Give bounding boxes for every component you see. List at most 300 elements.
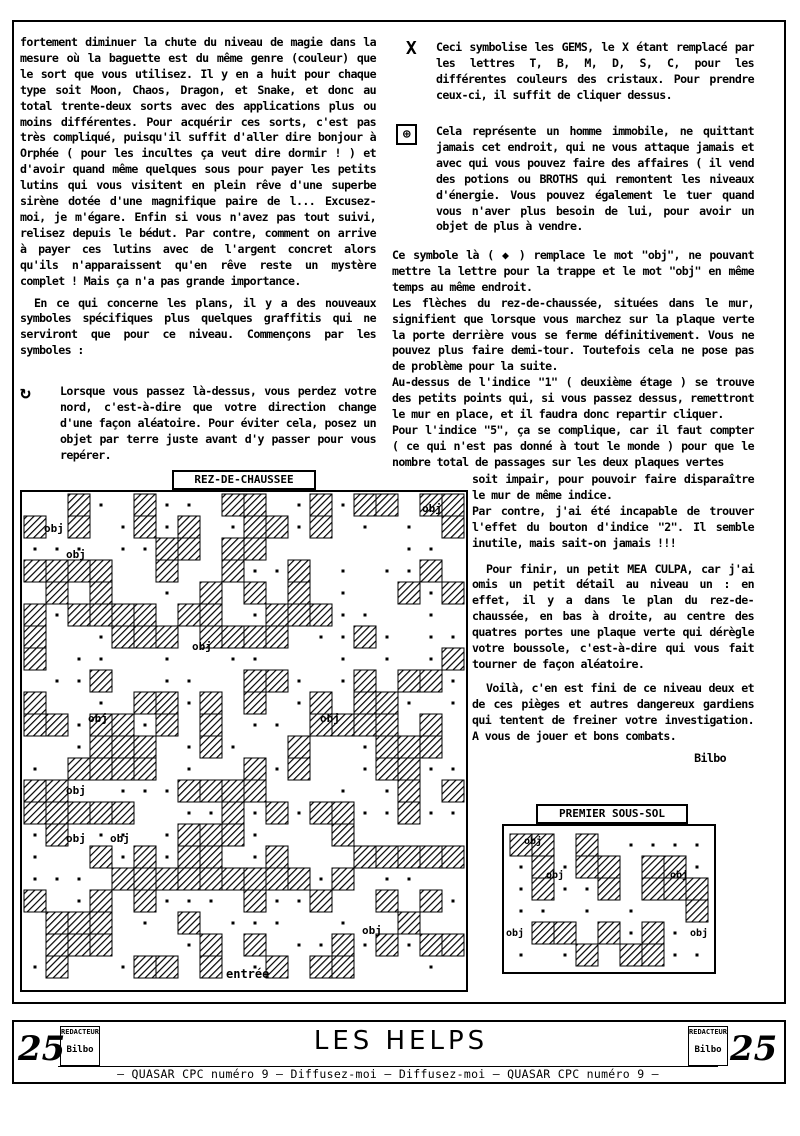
rdc-obj-label: obj xyxy=(192,640,212,653)
maze-wall-block xyxy=(288,582,310,604)
maze-wall-block xyxy=(266,670,288,692)
maze-floor-dot xyxy=(188,944,191,947)
maze-floor-dot xyxy=(254,724,257,727)
maze-wall-block xyxy=(398,802,420,824)
maze-floor-dot xyxy=(254,834,257,837)
maze-wall-block xyxy=(532,922,554,944)
maze-wall-block xyxy=(686,900,708,922)
redacteur-badge-right xyxy=(688,1026,728,1066)
maze-wall-block xyxy=(178,604,200,626)
maze-floor-dot xyxy=(188,680,191,683)
maze-floor-dot xyxy=(298,526,301,529)
maze-wall-block xyxy=(46,582,68,604)
maze-wall-block xyxy=(134,494,156,516)
maze-wall-block xyxy=(642,922,664,944)
maze-floor-dot xyxy=(320,944,323,947)
maze-floor-dot xyxy=(364,526,367,529)
maze-floor-dot xyxy=(298,944,301,947)
paragraph-indice-5b: soit impair, pour pouvoir faire disparaître le mur de même indice. xyxy=(472,472,754,502)
maze-floor-dot xyxy=(232,658,235,661)
maze-wall-block xyxy=(200,714,222,736)
maze-floor-dot xyxy=(254,812,257,815)
maze-floor-dot xyxy=(78,658,81,661)
maze-floor-dot xyxy=(564,866,567,869)
maze-wall-block xyxy=(376,692,398,714)
maze-floor-dot xyxy=(254,614,257,617)
maze-wall-block xyxy=(46,912,68,934)
maze-wall-block xyxy=(46,956,68,978)
man-symbol-description: Cela représente un homme immobile, ne quittant jamais cet endroit, qui ne vous attaque jamais et avec qui vous pouvez faire des affaires ( il vend des potions ou BROTHS qui remontent les niveaux d'énergie. Vous pouvez également le tuer quand vous n'aver plus besoin de lui, pour avoir un objet de plus à vendre. xyxy=(436,124,754,234)
maze-floor-dot xyxy=(386,790,389,793)
ss-obj-label: obj xyxy=(670,870,689,881)
maze-wall-block xyxy=(90,802,112,824)
maze-wall-block xyxy=(134,516,156,538)
maze-floor-dot xyxy=(452,812,455,815)
maze-wall-block xyxy=(24,604,46,626)
maze-wall-block xyxy=(90,934,112,956)
maze-floor-dot xyxy=(78,746,81,749)
maze-floor-dot xyxy=(342,790,345,793)
rdc-obj-label: obj xyxy=(88,712,108,725)
maze-wall-block xyxy=(266,846,288,868)
maze-wall-block xyxy=(310,802,332,824)
maze-wall-block xyxy=(332,802,354,824)
redacteur-badge-left xyxy=(60,1026,100,1066)
maze-wall-block xyxy=(68,758,90,780)
maze-floor-dot xyxy=(408,702,411,705)
maze-wall-block xyxy=(686,878,708,900)
maze-wall-block xyxy=(442,494,464,516)
maze-floor-dot xyxy=(78,900,81,903)
maze-wall-block xyxy=(310,494,332,516)
maze-floor-dot xyxy=(144,548,147,551)
maze-floor-dot xyxy=(430,548,433,551)
maze-wall-block xyxy=(376,890,398,912)
maze-floor-dot xyxy=(364,768,367,771)
maze-floor-dot xyxy=(364,614,367,617)
maze-floor-dot xyxy=(78,724,81,727)
maze-wall-block xyxy=(90,560,112,582)
maze-wall-block xyxy=(24,692,46,714)
maze-floor-dot xyxy=(122,790,125,793)
maze-wall-block xyxy=(244,868,266,890)
paragraph-indice-5a: Pour l'indice "5", ça se complique, car il faut compter ( ce qui n'est pas donné à tout le monde ) pour que le nombre total de passages sur les deux plaques vertes xyxy=(392,422,754,469)
maze-wall-block xyxy=(46,714,68,736)
maze-floor-dot xyxy=(520,866,523,869)
maze-wall-block xyxy=(46,802,68,824)
maze-wall-block xyxy=(354,626,376,648)
maze-wall-block xyxy=(156,560,178,582)
maze-floor-dot xyxy=(452,900,455,903)
maze-wall-block xyxy=(576,834,598,856)
maze-wall-block xyxy=(420,890,442,912)
maze-floor-dot xyxy=(254,658,257,661)
rdc-obj-label: obj xyxy=(422,502,442,515)
maze-floor-dot xyxy=(276,900,279,903)
ss-map-grid xyxy=(504,826,714,972)
maze-wall-block xyxy=(90,758,112,780)
maze-wall-block xyxy=(376,934,398,956)
maze-wall-block xyxy=(222,538,244,560)
gem-icon xyxy=(396,40,426,104)
maze-wall-block xyxy=(244,890,266,912)
maze-wall-block xyxy=(310,692,332,714)
maze-wall-block xyxy=(420,846,442,868)
maze-floor-dot xyxy=(276,922,279,925)
redacteur-name: Bilbo xyxy=(694,1045,722,1055)
maze-wall-block xyxy=(420,736,442,758)
maze-floor-dot xyxy=(386,658,389,661)
maze-floor-dot xyxy=(520,910,523,913)
maze-wall-block xyxy=(354,494,376,516)
maze-wall-block xyxy=(112,736,134,758)
maze-floor-dot xyxy=(408,944,411,947)
maze-wall-block xyxy=(178,516,200,538)
maze-wall-block xyxy=(200,824,222,846)
maze-floor-dot xyxy=(254,856,257,859)
maze-floor-dot xyxy=(452,702,455,705)
maze-floor-dot xyxy=(254,922,257,925)
maze-wall-block xyxy=(398,670,420,692)
left-column xyxy=(20,35,376,365)
maze-wall-block xyxy=(598,878,620,900)
maze-floor-dot xyxy=(298,900,301,903)
maze-wall-block xyxy=(68,494,90,516)
maze-wall-block xyxy=(598,856,620,878)
maze-floor-dot xyxy=(342,680,345,683)
maze-wall-block xyxy=(354,670,376,692)
ss-obj-label: obj xyxy=(690,928,709,939)
maze-wall-block xyxy=(288,736,310,758)
maze-floor-dot xyxy=(674,844,677,847)
gem-icon-letter: X xyxy=(405,38,417,59)
maze-wall-block xyxy=(266,604,288,626)
maze-wall-block xyxy=(24,648,46,670)
maze-wall-block xyxy=(200,780,222,802)
maze-wall-block xyxy=(178,912,200,934)
maze-floor-dot xyxy=(100,834,103,837)
footer-title: LES HELPS xyxy=(313,1026,489,1056)
maze-wall-block xyxy=(200,868,222,890)
maze-wall-block xyxy=(90,604,112,626)
maze-floor-dot xyxy=(56,680,59,683)
maze-wall-block xyxy=(222,494,244,516)
maze-wall-block xyxy=(576,944,598,966)
maze-floor-dot xyxy=(188,900,191,903)
maze-wall-block xyxy=(398,912,420,934)
maze-wall-block xyxy=(24,560,46,582)
maze-wall-block xyxy=(376,846,398,868)
maze-wall-block xyxy=(244,538,266,560)
maze-floor-dot xyxy=(232,526,235,529)
man-icon: ⊕ xyxy=(396,124,417,145)
maze-floor-dot xyxy=(254,570,257,573)
compass-icon: ↻ xyxy=(20,382,31,403)
maze-floor-dot xyxy=(386,570,389,573)
maze-wall-block xyxy=(134,626,156,648)
maze-wall-block xyxy=(620,944,642,966)
paragraph-arrows: Les flèches du rez-de-chaussée, situées dans le mur, signifient que lorsque vous marchez sur la plaque verte la porte derrière vous se ferme définitivement. Vous ne pouvez plus faire demi-tour. Toutefois cela ne pose pas de problème pour la suite. xyxy=(392,295,754,374)
maze-floor-dot xyxy=(100,504,103,507)
maze-floor-dot xyxy=(364,944,367,947)
maze-floor-dot xyxy=(386,812,389,815)
maze-floor-dot xyxy=(34,548,37,551)
maze-wall-block xyxy=(68,516,90,538)
maze-wall-block xyxy=(598,922,620,944)
maze-wall-block xyxy=(90,582,112,604)
maze-floor-dot xyxy=(34,966,37,969)
maze-floor-dot xyxy=(674,932,677,935)
maze-floor-dot xyxy=(276,768,279,771)
maze-wall-block xyxy=(310,604,332,626)
maze-wall-block xyxy=(442,780,464,802)
maze-wall-block xyxy=(642,878,664,900)
maze-floor-dot xyxy=(696,954,699,957)
maze-wall-block xyxy=(332,956,354,978)
maze-wall-block xyxy=(354,714,376,736)
maze-wall-block xyxy=(134,846,156,868)
maze-floor-dot xyxy=(320,636,323,639)
compass-symbol-row xyxy=(20,384,376,464)
maze-floor-dot xyxy=(674,954,677,957)
rdc-map xyxy=(20,490,468,992)
ss-obj-label: obj xyxy=(524,836,543,847)
maze-floor-dot xyxy=(56,548,59,551)
maze-wall-block xyxy=(244,582,266,604)
maze-wall-block xyxy=(442,648,464,670)
maze-floor-dot xyxy=(586,910,589,913)
maze-wall-block xyxy=(398,736,420,758)
maze-floor-dot xyxy=(430,592,433,595)
rdc-entree-label: entrée xyxy=(226,967,270,981)
maze-floor-dot xyxy=(232,922,235,925)
paragraph-obj-symbol: Ce symbole là ( ◆ ) remplace le mot "obj", ne pouvant mettre la lettre pour la trappe et le mot "obj" en même temps au même endroit. xyxy=(392,248,754,294)
maze-wall-block xyxy=(244,670,266,692)
maze-floor-dot xyxy=(188,746,191,749)
maze-wall-block xyxy=(90,890,112,912)
maze-floor-dot xyxy=(210,900,213,903)
maze-wall-block xyxy=(266,516,288,538)
maze-floor-dot xyxy=(342,636,345,639)
rdc-obj-label: obj xyxy=(44,522,64,535)
rdc-map-title: REZ-DE-CHAUSSEE xyxy=(172,470,316,490)
maze-floor-dot xyxy=(342,570,345,573)
maze-wall-block xyxy=(24,802,46,824)
maze-wall-block xyxy=(222,868,244,890)
maze-wall-block xyxy=(288,604,310,626)
maze-wall-block xyxy=(222,824,244,846)
maze-floor-dot xyxy=(122,856,125,859)
maze-floor-dot xyxy=(56,878,59,881)
left-paragraph-2: En ce qui concerne les plans, il y a des nouveaux symboles spécifiques plus quelques graffitis qui ne serviront que pour ce niveau. Commençons par les symboles : xyxy=(20,295,376,358)
maze-floor-dot xyxy=(188,812,191,815)
maze-wall-block xyxy=(354,692,376,714)
maze-wall-block xyxy=(554,922,576,944)
maze-wall-block xyxy=(244,758,266,780)
maze-wall-block xyxy=(354,846,376,868)
maze-wall-block xyxy=(244,934,266,956)
maze-floor-dot xyxy=(430,614,433,617)
maze-floor-dot xyxy=(630,932,633,935)
maze-wall-block xyxy=(442,582,464,604)
rdc-obj-label: obj xyxy=(110,832,130,845)
maze-floor-dot xyxy=(452,680,455,683)
maze-floor-dot xyxy=(144,724,147,727)
maze-wall-block xyxy=(112,758,134,780)
ss-obj-label: obj xyxy=(506,928,525,939)
maze-floor-dot xyxy=(100,702,103,705)
maze-floor-dot xyxy=(520,888,523,891)
maze-wall-block xyxy=(376,736,398,758)
maze-wall-block xyxy=(222,802,244,824)
maze-floor-dot xyxy=(166,680,169,683)
right-lower-text xyxy=(472,472,754,772)
maze-wall-block xyxy=(332,934,354,956)
page-number-right: 25 xyxy=(730,1029,778,1069)
man-symbol-row xyxy=(396,124,754,235)
maze-floor-dot xyxy=(430,658,433,661)
maze-wall-block xyxy=(90,670,112,692)
maze-floor-dot xyxy=(342,592,345,595)
maze-wall-block xyxy=(266,868,288,890)
maze-floor-dot xyxy=(430,966,433,969)
maze-wall-block xyxy=(310,516,332,538)
footer xyxy=(12,1020,786,1084)
maze-floor-dot xyxy=(564,888,567,891)
maze-wall-block xyxy=(288,758,310,780)
ss-obj-label: obj xyxy=(546,870,565,881)
maze-wall-block xyxy=(24,714,46,736)
maze-floor-dot xyxy=(166,790,169,793)
maze-wall-block xyxy=(222,780,244,802)
maze-wall-block xyxy=(90,846,112,868)
maze-floor-dot xyxy=(586,888,589,891)
maze-wall-block xyxy=(420,934,442,956)
gem-symbol-row xyxy=(396,40,754,104)
paragraph-voila: Voilà, c'en est fini de ce niveau deux et de ces pièges et autres dangereux gardiens qui tentent de freiner votre investigation. A vous de jouer et bons combats. xyxy=(472,680,754,743)
maze-floor-dot xyxy=(386,636,389,639)
maze-floor-dot xyxy=(408,878,411,881)
maze-floor-dot xyxy=(408,526,411,529)
maze-floor-dot xyxy=(166,504,169,507)
maze-wall-block xyxy=(46,824,68,846)
maze-wall-block xyxy=(222,626,244,648)
maze-wall-block xyxy=(288,868,310,890)
maze-floor-dot xyxy=(364,812,367,815)
maze-wall-block xyxy=(332,868,354,890)
maze-floor-dot xyxy=(166,526,169,529)
maze-wall-block xyxy=(156,692,178,714)
rdc-map-grid xyxy=(22,492,466,990)
maze-floor-dot xyxy=(34,768,37,771)
maze-wall-block xyxy=(420,560,442,582)
maze-floor-dot xyxy=(210,812,213,815)
paragraph-indice-2: Par contre, j'ai été incapable de trouver l'effet du bouton d'indice "2". Il semble inutile, mais sait-on jamais !!! xyxy=(472,503,754,550)
maze-wall-block xyxy=(68,934,90,956)
maze-wall-block xyxy=(266,626,288,648)
maze-floor-dot xyxy=(386,878,389,881)
maze-wall-block xyxy=(332,824,354,846)
paragraph-mea-culpa: Pour finir, un petit MEA CULPA, car j'ai omis un petit détail au niveau un : en effet, il y a dans le plan du rez-de-chaussée, en bas à droite, au centre des quatres portes une plaque verte qui dérègle votre boussole, c'est-à-dire qui vous fait tourner de façon aléatoire. xyxy=(472,561,754,671)
maze-wall-block xyxy=(244,692,266,714)
maze-wall-block xyxy=(576,856,598,878)
gem-symbol-description: Ceci symbolise les GEMS, le X étant remplacé par les lettres T, B, M, D, S, C, pour les différentes couleurs des cristaux. Pour prendre ceux-ci, il suffit de cliquer dessus. xyxy=(436,40,754,102)
maze-floor-dot xyxy=(298,812,301,815)
maze-wall-block xyxy=(156,714,178,736)
maze-floor-dot xyxy=(630,910,633,913)
maze-wall-block xyxy=(24,516,46,538)
maze-wall-block xyxy=(200,692,222,714)
maze-floor-dot xyxy=(342,922,345,925)
rdc-obj-label: obj xyxy=(66,548,86,561)
maze-floor-dot xyxy=(696,844,699,847)
maze-floor-dot xyxy=(188,702,191,705)
maze-floor-dot xyxy=(298,680,301,683)
maze-floor-dot xyxy=(100,636,103,639)
maze-floor-dot xyxy=(122,966,125,969)
maze-floor-dot xyxy=(100,658,103,661)
maze-wall-block xyxy=(200,846,222,868)
maze-wall-block xyxy=(266,802,288,824)
maze-wall-block xyxy=(222,560,244,582)
maze-wall-block xyxy=(200,604,222,626)
maze-wall-block xyxy=(134,604,156,626)
maze-wall-block xyxy=(90,736,112,758)
maze-floor-dot xyxy=(298,504,301,507)
maze-wall-block xyxy=(200,582,222,604)
maze-wall-block xyxy=(134,890,156,912)
maze-floor-dot xyxy=(520,954,523,957)
maze-floor-dot xyxy=(78,878,81,881)
maze-wall-block xyxy=(178,846,200,868)
maze-wall-block xyxy=(288,560,310,582)
maze-floor-dot xyxy=(430,636,433,639)
maze-floor-dot xyxy=(144,790,147,793)
maze-wall-block xyxy=(398,758,420,780)
maze-wall-block xyxy=(398,582,420,604)
maze-wall-block xyxy=(200,934,222,956)
maze-wall-block xyxy=(376,758,398,780)
maze-wall-block xyxy=(178,824,200,846)
maze-wall-block xyxy=(68,802,90,824)
maze-wall-block xyxy=(442,516,464,538)
signature: Bilbo xyxy=(694,750,726,765)
maze-wall-block xyxy=(46,934,68,956)
maze-wall-block xyxy=(244,780,266,802)
rdc-obj-label: obj xyxy=(66,832,86,845)
maze-wall-block xyxy=(68,560,90,582)
maze-floor-dot xyxy=(408,570,411,573)
maze-wall-block xyxy=(46,560,68,582)
maze-floor-dot xyxy=(188,768,191,771)
rdc-obj-label: obj xyxy=(320,712,340,725)
maze-wall-block xyxy=(200,956,222,978)
redacteur-name: Bilbo xyxy=(66,1045,94,1055)
maze-floor-dot xyxy=(166,592,169,595)
maze-wall-block xyxy=(134,758,156,780)
maze-wall-block xyxy=(244,494,266,516)
maze-floor-dot xyxy=(364,746,367,749)
maze-wall-block xyxy=(420,714,442,736)
maze-wall-block xyxy=(642,856,664,878)
maze-wall-block xyxy=(112,868,134,890)
paragraph-indice-1: Au-dessus de l'indice "1" ( deuxième étage ) se trouve des petits points qui, si vous passez dessus, remettront le mur en place, et il faudra donc repartir cliquer. xyxy=(392,375,754,422)
maze-floor-dot xyxy=(166,658,169,661)
maze-floor-dot xyxy=(342,614,345,617)
maze-wall-block xyxy=(420,670,442,692)
maze-wall-block xyxy=(376,714,398,736)
maze-wall-block xyxy=(112,802,134,824)
